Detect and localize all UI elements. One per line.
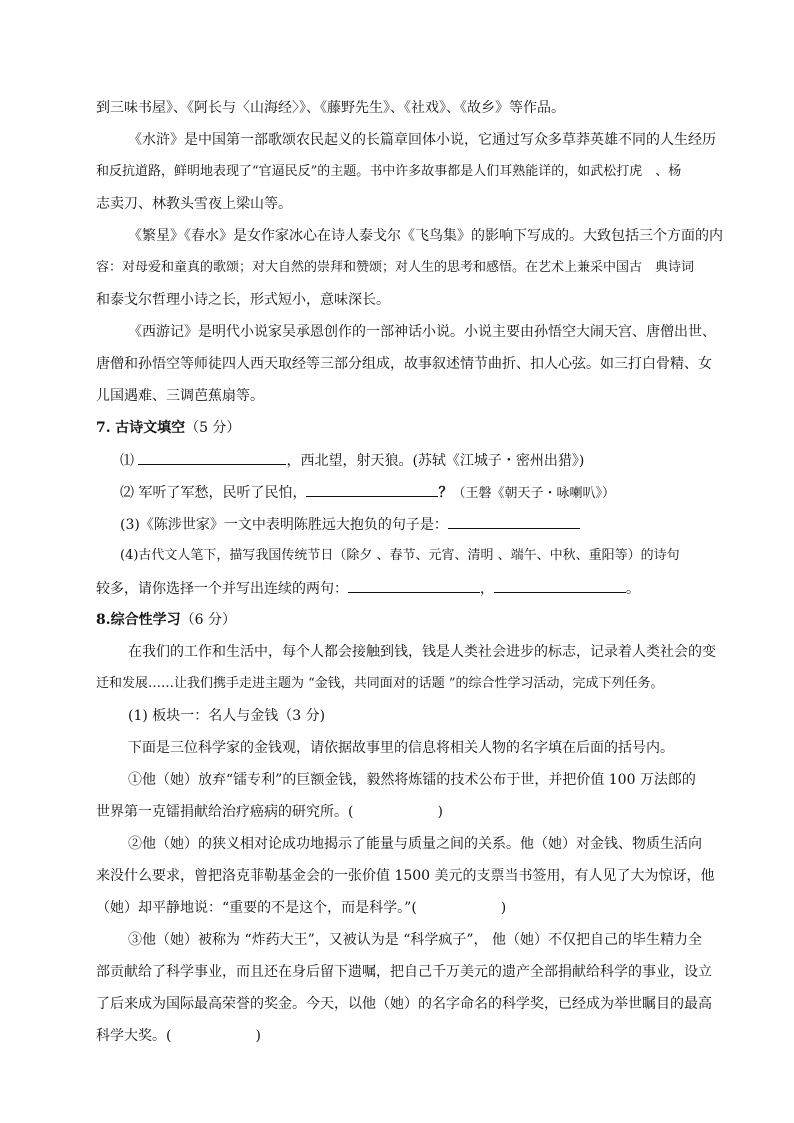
q7-item-4-comma: ， — [480, 581, 494, 597]
shuihu-line-3: 志卖刀、林教头雪夜上梁山等。 — [96, 196, 292, 212]
q7-title: 古诗文填空 — [115, 420, 186, 436]
q7-score: （5 分） — [185, 420, 241, 436]
q8-scientist-3-line-4: 科学大奖。( ) — [96, 1028, 261, 1044]
xiyou-line-2: 唐僧和孙悟空等师徒四人西天取经等三部分组成，故事叙述情节曲折、扣人心弦。如三打白骨精、女 — [96, 356, 712, 372]
q7-heading — [96, 418, 240, 438]
q7-item-3-blank[interactable] — [448, 514, 580, 529]
q7-item-4-line-2 — [96, 578, 640, 599]
q7-item-1-text: ，西北望，射天狼。(苏轼《江城子・密州出猎》) — [286, 453, 585, 469]
q7-item-2-blank[interactable] — [306, 482, 438, 497]
q8-intro-line-2: 迁和发展……让我们携手走进主题为 “金钱，共同面对的话题 ”的综合性学习活动，完成下列任务。 — [96, 676, 664, 691]
q7-item-1-num: ⑴ — [120, 453, 134, 469]
q7-item-3 — [120, 514, 580, 535]
q7-item-4-text: 较多，请你选择一个并写出连续的两句： — [96, 581, 348, 597]
q7-item-2-question-mark: ？ — [438, 485, 453, 501]
q8-score: （6 分） — [180, 612, 236, 628]
q7-item-3-text: (3)《陈涉世家》一文中表明陈胜远大抱负的句子是： — [120, 517, 448, 533]
q7-item-4-line-1: (4)古代文人笔下，描写我国传统节日（除夕 、春节、元宵、清明 、端午、中秋、重阳等）的诗句 — [120, 548, 680, 563]
q8-block-1: (1) 板块一：名人与金钱（3 分) — [128, 708, 326, 724]
q7-item-2-source: （王磐《朝天子・咏喇叭》） — [452, 486, 615, 501]
q8-intro-line-1: 在我们的工作和生活中，每个人都会接触到钱，钱是人类社会进步的标志，记录着人类社会的变 — [128, 644, 716, 660]
shuihu-line-2: 和反抗道路，鲜明地表现了“官逼民反”的主题。书中许多故事都是人们耳熟能详的，如武松打虎 、杨 — [96, 164, 682, 179]
works-line-1: 到三味书屋》、《阿长与〈山海经〉》、《藤野先生》、《社戏》、《故乡》等作品。 — [96, 100, 565, 116]
q8-scientist-3-line-2: 部贡献给了科学事业，而且还在身后留下遗嘱，把自己千万美元的遗产全部捐献给科学的事业，设立 — [96, 964, 712, 980]
q8-scientist-2-line-2: 来没什么要求，曾把洛克菲勒基金会的一张价值 1500 美元的支票当书签用，有人见了大为惊讶，他 — [96, 868, 715, 884]
q8-scientist-3-line-1: ③他（她）被称为 “炸药大王”，又被认为是 “科学疯子”， 他（她）不仅把自己的毕生精力全 — [128, 932, 702, 948]
fanxing-line-2: 容：对母爱和童真的歌颂；对大自然的崇拜和赞颂；对人生的思考和感悟。在艺术上兼采中国古 典诗词 — [96, 260, 695, 275]
q7-item-1 — [120, 450, 584, 471]
q7-item-4-blank-1[interactable] — [348, 578, 480, 593]
q7-item-2-text: ⑵ 军听了军愁，民听了民怕， — [120, 485, 307, 501]
q8-scientist-1-line-1: ①他（她）放弃“镭专利”的巨额金钱，毅然将炼镭的技术公布于世，并把价值 100 万法郎的 — [128, 772, 696, 788]
q7-item-2 — [120, 482, 615, 504]
q8-scientist-1-line-2: 世界第一克镭捐献给治疗癌病的研究所。( ) — [96, 804, 443, 820]
xiyou-line-1: 《西游记》是明代小说家吴承恩创作的一部神话小说。小说主要由孙悟空大闹天宫、唐僧出世、 — [128, 324, 716, 340]
q7-number: 7. — [96, 420, 111, 436]
q8-heading — [96, 610, 236, 630]
q8-scientist-2-line-1: ②他（她）的狭义相对论成功地揭示了能量与质量之间的关系。他（她）对金钱、物质生活向 — [128, 836, 702, 852]
fanxing-line-1: 《繁星》《春水》是女作家冰心在诗人泰戈尔《飞鸟集》的影响下写成的。大致包括三个方面的内 — [128, 228, 723, 244]
q7-item-4-end: 。 — [626, 581, 640, 597]
fanxing-line-3: 和泰戈尔哲理小诗之长，形式短小，意味深长。 — [96, 292, 390, 308]
q7-item-4-blank-2[interactable] — [494, 578, 626, 593]
shuihu-line-1: 《水浒》是中国第一部歌颂农民起义的长篇章回体小说，它通过写众多草莽英雄不同的人生经历 — [128, 132, 716, 148]
q8-instruction: 下面是三位科学家的金钱观，请依据故事里的信息将相关人物的名字填在后面的括号内。 — [128, 740, 674, 756]
q8-title: 8.综合性学习 — [96, 612, 181, 628]
q8-scientist-3-line-3: 了后来成为国际最高荣誉的奖金。今天，以他（她）的名字命名的科学奖，已经成为举世瞩目的最高 — [96, 996, 712, 1012]
xiyou-line-3: 儿国遇难、三调芭蕉扇等。 — [96, 388, 264, 404]
q8-scientist-2-line-3: （她）却平静地说：“重要的不是这个，而是科学。”( ) — [96, 900, 507, 916]
q7-item-1-blank[interactable] — [138, 450, 286, 465]
